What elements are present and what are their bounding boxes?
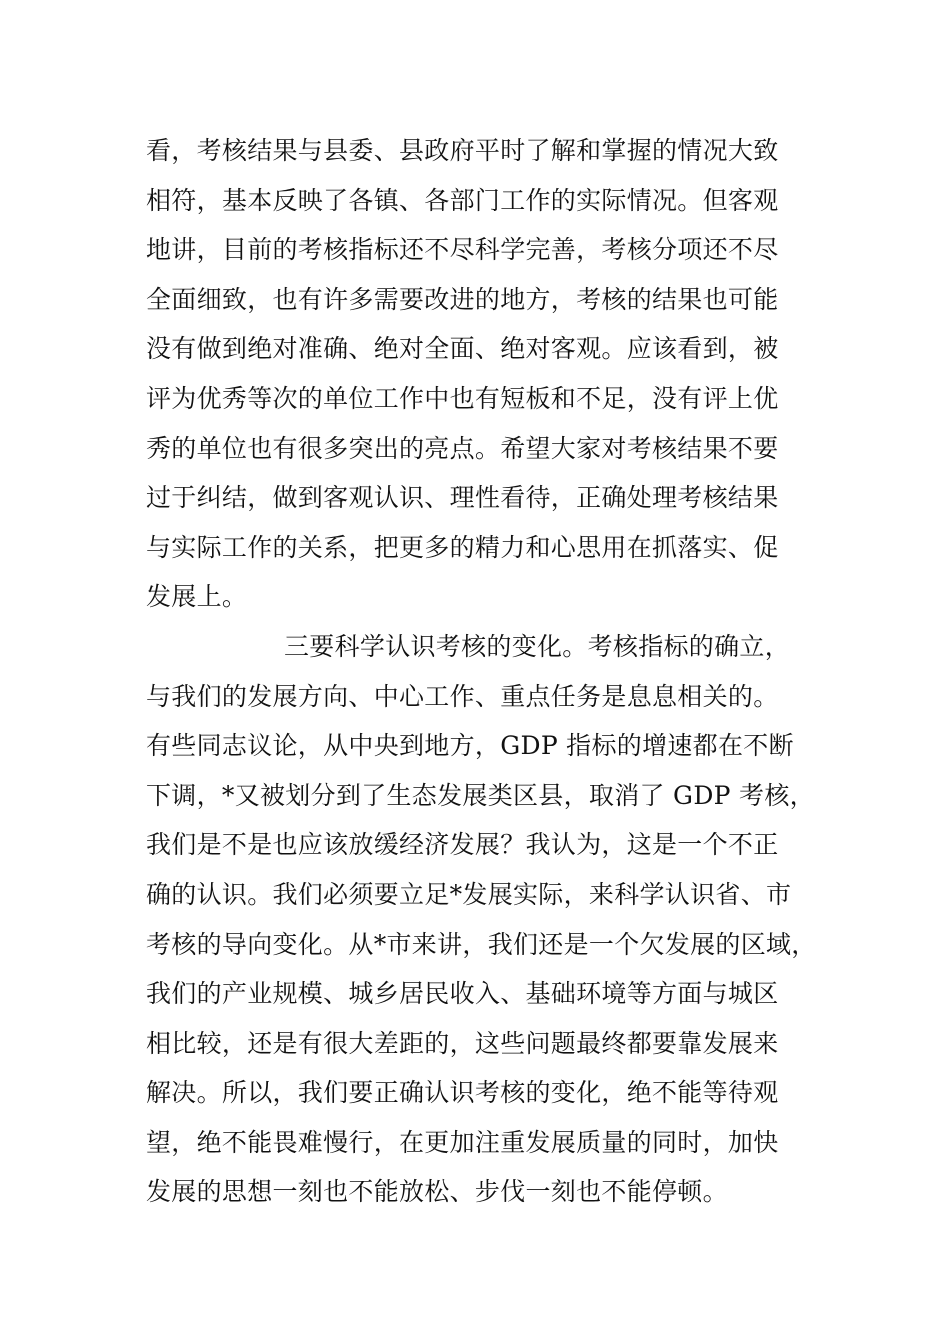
text-line: 相比较，还是有很大差距的，这些问题最终都要靠发展来 (146, 1028, 779, 1058)
text-line: 下调，*又被划分到了生态发展类区县，取消了 GDP 考核， (146, 780, 815, 810)
text-line: 解决。所以，我们要正确认识考核的变化，绝不能等待观 (146, 1078, 779, 1108)
text-line: 我们是不是也应该放缓经济发展？我认为，这是一个不正 (146, 830, 779, 860)
text-line: 我们的产业规模、城乡居民收入、基础环境等方面与城区 (146, 979, 779, 1009)
text-line: 评为优秀等次的单位工作中也有短板和不足，没有评上优 (146, 383, 779, 413)
text-line: 没有做到绝对准确、绝对全面、绝对客观。应该看到，被 (146, 334, 779, 364)
text-line: 与我们的发展方向、中心工作、重点任务是息息相关的。 (146, 681, 779, 711)
text-line: 有些同志议论，从中央到地方，GDP 指标的增速都在不断 (146, 731, 794, 761)
text-line: 与实际工作的关系，把更多的精力和心思用在抓落实、促 (146, 532, 779, 562)
text-line: 过于纠结，做到客观认识、理性看待，正确处理考核结果 (146, 483, 779, 513)
text-line: 确的认识。我们必须要立足*发展实际，来科学认识省、市 (146, 879, 792, 909)
text-line: 考核的导向变化。从*市来讲，我们还是一个欠发展的区域， (146, 929, 817, 959)
text-line: 望，绝不能畏难慢行，在更加注重发展质量的同时，加快 (146, 1127, 779, 1157)
text-line: 发展上。 (146, 582, 248, 612)
text-line: 发展的思想一刻也不能放松、步伐一刻也不能停顿。 (146, 1177, 728, 1207)
text-line: 地讲，目前的考核指标还不尽科学完善，考核分项还不尽 (146, 235, 779, 265)
text-line: 看，考核结果与县委、县政府平时了解和掌握的情况大致 (146, 136, 779, 165)
paragraph-start-line: 三要科学认识考核的变化。考核指标的确立， (284, 631, 791, 661)
text-line: 相符，基本反映了各镇、各部门工作的实际情况。但客观 (146, 185, 779, 215)
text-line: 全面细致，也有许多需要改进的地方，考核的结果也可能 (146, 284, 779, 314)
text-line: 秀的单位也有很多突出的亮点。希望大家对考核结果不要 (146, 433, 779, 463)
document-body (146, 126, 846, 1217)
